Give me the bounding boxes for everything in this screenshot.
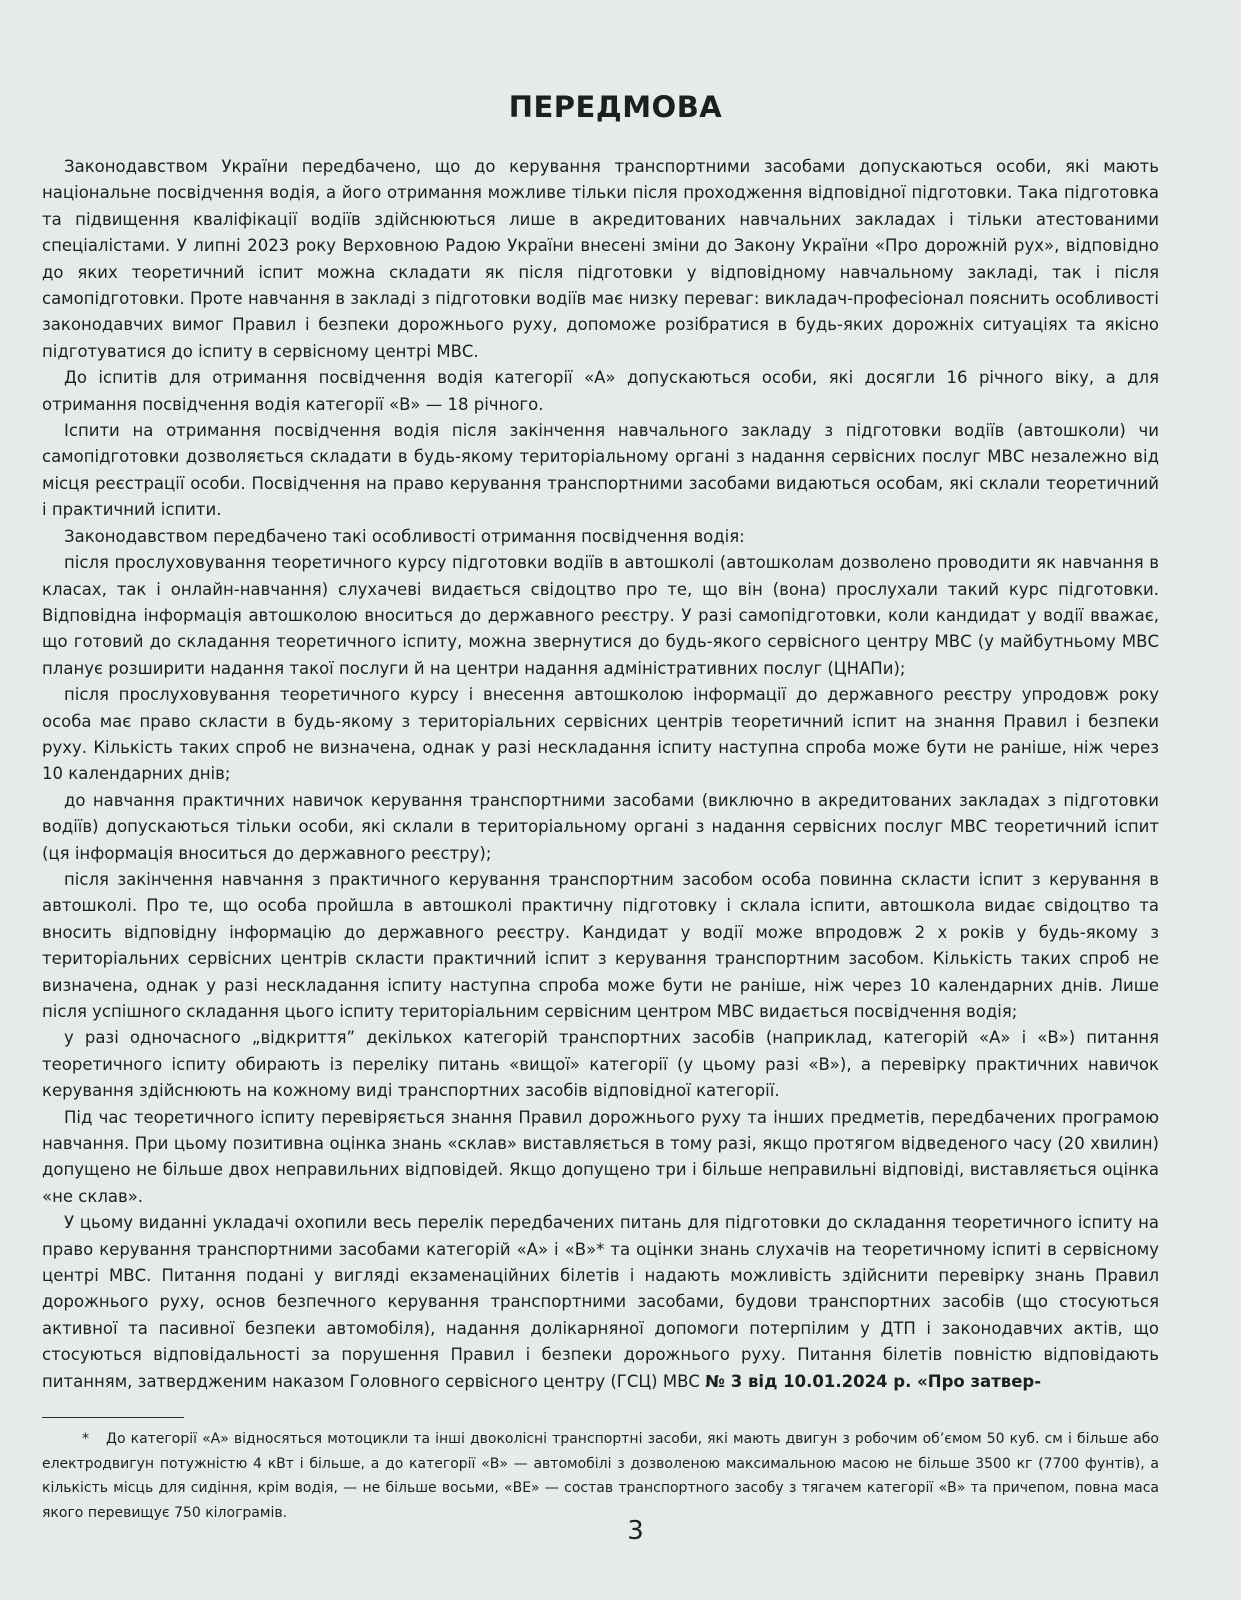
paragraph-item-practical-training: до навчання практичних навичок керування транспортними засобами (виключно в акредитованих закладах з підготовки водіїв) допускаються тільки особи, які склали в територіальному органі з надання сервісних послуг МВС теоретичний іспит (ця інформація вноситься до державного реєстру); [42,790,1159,863]
paragraph-theory-exam-grading: Під час теоретичного іспиту перевіряється знання Правил дорожнього руху та інших предметів, передбачених програмою навчання. При цьому позитивна оцінка знань «склав» виставляється в тому разі, якщо протягом відведеного часу (20 хвилин) допущено не більше двох неправильних відповідей. Якщо допущено три і більше неправильні відповіді, виставляється оцінка «не склав». [42,1107,1159,1206]
paragraph-intro: Законодавством України передбачено, що до керування транспортними засобами допускаються особи, які мають національне посвідчення водія, а його отримання можливе тільки після проходження відповідної підготовки. Така підготовка та підвищення кваліфікації водіїв здійснюються лише в акредитованих навчальних закладах і тільки атестованими спеціалістами. У липні 2023 року Верховною Радою України внесені зміни до Закону України «Про дорожній рух», відповідно до яких теоретичний іспит можна складати як після підготовки у відповідному навчальному закладі, так і після самопідготовки. Проте навчання в закладі з підготовки водіїв має низку переваг: викладач-професіонал пояснить особливості законодавчих вимог Правил і безпеки дорожнього руху, допоможе розібратися в будь-яких дорожніх ситуаціях та якісно підготуватися до іспиту в сервісному центрі МВС. [42,157,1159,361]
paragraph-features-intro: Законодавством передбачено такі особливості отримання посвідчення водія: [64,526,745,546]
page-number: 3 [627,1516,644,1546]
paragraph-age-requirements: До іспитів для отримання посвідчення водія категорії «А» допускаються особи, які досягли 16 річного віку, а для отримання посвідчення водія категорії «В» — 18 річного. [42,368,1159,414]
footnote-text: До категорії «А» відносяться мотоцикли та інші двоколісні транспортні засоби, які мають двигун з робочим об’ємом 50 куб. см і більше або електродвигун потужністю 4 кВт і більше, а до категорії «В» — автомобілі з дозволеною максимальною масою не більше 3500 кг (7700 фунтів), а кількість місць для сидіння, крім водія, — не більше восьми, «ВЕ» — состав транспортного засобу з тягачем категорії «В» та причепом, повна маса якого перевищує 750 кілограмів. [42,1431,1159,1521]
paragraph-item-practical-exam: після закінчення навчання з практичного керування транспортним засобом особа повинна скласти іспит з керування в автошколі. Про те, що особа пройшла в автошколі практичну підготовку і склала іспити, автошкола видає свідоцтво та вносить відповідну інформацію до державного реєстру. Кандидат у водії може впродовж 2 х років у будь-якому з територіальних сервісних центрів скласти практичний іспит з керування транспортним засобом. Кількість таких спроб не визначена, однак у разі нескладання іспиту наступна спроба може бути не раніше, ніж через 10 календарних днів. Лише після успішного складання цього іспиту територіальним сервісним центром МВС видається посвідчення водія; [42,869,1159,1021]
footnote-mark: * [82,1431,89,1448]
footnote [42,1427,1159,1525]
paragraph-exam-location: Іспити на отримання посвідчення водія після закінчення навчального закладу з підготовки водіїв (автошколи) чи самопідготовки дозволяється складати в будь-якому територіальному органі з надання сервісних послуг МВС незалежно від місця реєстрації особи. Посвідчення на право керування транспортними засобами видаються особам, які склали теоретичний і практичний іспити. [42,421,1159,520]
order-reference: № 3 від 10.01.2024 р. «Про затвер- [705,1371,1042,1391]
paragraph-item-theory-course: після прослуховування теоретичного курсу підготовки водіїв в автошколі (автошколам дозволено проводити як навчання в класах, так і онлайн-навчання) слухачеві видається свідоцтво про те, що він (вона) прослухали такий курс підготовки. Відповідна інформація автошколою вноситься до державного реєстру. У разі самопідготовки, коли кандидат у водії вважає, що готовий до складання теоретичного іспиту, можна звернутися до будь-якого сервісного центру МВС (у майбутньому МВС планує розширити надання такої послуги й на центри надання адміністративних послуг (ЦНАПи); [42,553,1159,678]
body-text [42,154,1159,1395]
paragraph-item-theory-exam: після прослуховування теоретичного курсу і внесення автошколою інформації до державного реєстру упродовж року особа має право скласти в будь-якому з територіальних сервісних центрів теоретичний іспит на знання Правил і безпеки руху. Кількість таких спроб не визначена, однак у разі нескладання іспиту наступна спроба може бути не раніше, ніж через 10 календарних днів; [42,685,1159,784]
paragraph-edition-scope [42,1210,1159,1395]
paragraph-edition-scope-text: У цьому виданні укладачі охопили весь перелік передбачених питань для підготовки до складання теоретичного іспиту на право керування транспортними засобами категорій «А» і «В»* та оцінки знань слухачів на теоретичному іспиті в сервісному центрі МВС. Питання подані у вигляді екзаменаційних білетів і надають можливість здійснити перевірку знань Правил дорожнього руху, основ безпечного керування транспортними засобами, будови транспортних засобів (що стосуються активної та пасивної безпеки автомобіля), надання долікарняної допомоги потерпілим у ДТП і законодавчих актів, що стосуються відповідальності за порушення Правил і безпеки дорожнього руху. Питання білетів повністю відповідають питанням, затвердженим наказом Головного сервісного центру (ГСЦ) МВС [42,1213,1159,1391]
page-title: ПЕРЕДМОВА [508,90,723,124]
paragraph-item-multiple-categories: у разі одночасного „відкриття” декількох категорій транспортних засобів (наприклад, категорій «А» і «В») питання теоретичного іспиту обирають із переліку питань «вищої» категорії (у цьому разі «В»), а перевірку практичних навичок керування здійснюють на кожному виді транспортних засобів відповідної категорії. [42,1028,1159,1101]
footnote-divider [42,1417,184,1418]
